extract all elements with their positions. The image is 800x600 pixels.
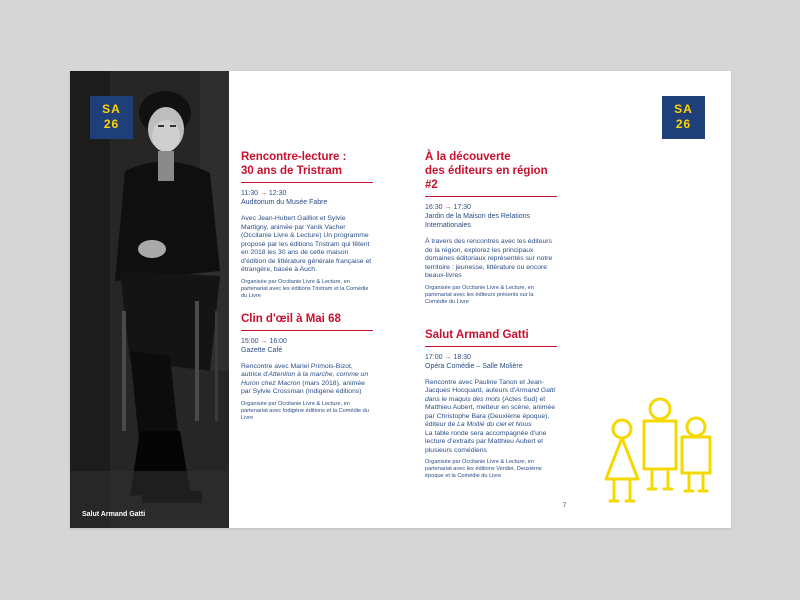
- book-title: Armand Gatti dans le maquis des mots: [425, 387, 556, 403]
- portrait-photo: [70, 71, 229, 528]
- book-title: La Moitié du ciel et Nous: [457, 421, 532, 428]
- badge-num: 26: [675, 117, 692, 131]
- event-time: [241, 189, 373, 198]
- time-start: 15:00: [241, 337, 259, 345]
- arrow-right-icon: →: [444, 353, 452, 361]
- page-number: 7: [563, 503, 567, 509]
- event-place: Gazette Café: [241, 346, 283, 354]
- event-description: [425, 379, 557, 456]
- event-title: [425, 150, 557, 197]
- event-place: Jardin de la Maison des Relations Internationales: [425, 213, 531, 229]
- event-time: [425, 203, 557, 212]
- desc-part: La table ronde sera accompagnée d'une lecture d'extraits par Matthieu Aubert et plusieurs comédiens: [425, 429, 547, 454]
- event-salut-gatti: [425, 328, 557, 481]
- badge-day: SA: [674, 102, 693, 116]
- badge-num: 26: [103, 117, 120, 131]
- event-title-line2: des éditeurs en région #2: [425, 165, 548, 191]
- event-title-line2: 30 ans de Tristram: [241, 165, 342, 177]
- event-organizer: Organisée par Occitanie Livre & Lecture, en partenariat avec les éditions Verdier, Deuxième époque et la Comédie du Livre: [425, 459, 542, 479]
- event-time: [241, 337, 373, 346]
- photo-caption: Salut Armand Gatti: [82, 511, 146, 518]
- arrow-right-icon: →: [259, 190, 267, 197]
- time-start: 16:30: [425, 204, 443, 211]
- event-title-line1: Rencontre-lecture :: [241, 151, 347, 163]
- time-end: 12:30: [268, 190, 287, 197]
- desc-part: Rencontre avec Mariel Primois-Bizot, autrice d': [241, 362, 353, 378]
- event-organizer: Organisée par Occitanie Livre & Lecture, en partenariat avec les éditeurs présents sur la Comédie du Livre: [425, 284, 534, 305]
- event-title: Salut Armand Gatti: [425, 328, 557, 347]
- three-stick-figures-icon: [600, 397, 715, 507]
- event-place: Auditorium du Musée Fabre: [241, 199, 328, 206]
- event-description: Avec Jean-Hubert Gailliot et Sylvie Martigny, animée par Yanik Vacher (Occitanie Livre & Lecture) Un programme proposé par les éditions Tristram qui fêtent en 2018 les 30 ans de cette maison d'édition de littérature générale française et étrangère, basée à Auch.: [241, 215, 372, 273]
- time-end: 18:30: [453, 353, 471, 361]
- brochure-spread: [70, 71, 731, 528]
- event-organizer: Organisée par Occitanie Livre & Lecture, en partenariat avec Indigène éditions et la Comédie du Livre: [241, 400, 369, 421]
- desc-part: (Actes Sud) et Matthieu Aubert, metteur en scène, animée par Christophe Bara (Deuxième époque), éditeur de: [425, 395, 555, 428]
- event-description: À travers des rencontres avec les éditeurs de la région, explorez les principaux domaines éditoriaux représentés sur notre territoire : jeunesse, littérature ou encore beaux-livres: [425, 238, 553, 279]
- badge-day: SA: [102, 102, 121, 116]
- event-place: Opéra Comédie – Salle Molière: [425, 362, 523, 370]
- time-start: 11:30: [241, 190, 258, 197]
- date-badge-left: [90, 96, 133, 139]
- event-tristram: [241, 150, 373, 300]
- arrow-right-icon: →: [444, 204, 452, 211]
- event-description: [241, 363, 373, 397]
- arrow-right-icon: →: [260, 337, 268, 345]
- desc-part: (mars 2018), animée par Sylvie Crossman (Indigène éditions): [241, 379, 365, 395]
- column-left: [241, 150, 373, 434]
- column-right: [425, 150, 557, 492]
- event-clin-doeil: [241, 312, 373, 422]
- event-title: Clin d'œil à Mai 68: [241, 312, 373, 331]
- time-end: 16:00: [269, 337, 287, 345]
- event-organizer: Organisée par Occitanie Livre & Lecture, en partenariat avec les éditions Tristram et la Comédie du Livre: [241, 278, 369, 299]
- portrait-illustration: [70, 71, 229, 528]
- desc-part: Rencontre avec Pauline Tanon et Jean-Jacques Hocquard, auteurs d': [425, 378, 544, 394]
- book-title: Attention à la marche, comme un Huron chez Macron: [241, 371, 369, 387]
- date-badge-right: [662, 96, 705, 139]
- event-title-line1: À la découverte: [425, 151, 511, 163]
- event-decouverte: [425, 150, 557, 306]
- time-end: 17:30: [453, 204, 471, 211]
- event-time: [425, 353, 557, 362]
- event-title: [241, 150, 373, 183]
- time-start: 17:00: [425, 353, 443, 361]
